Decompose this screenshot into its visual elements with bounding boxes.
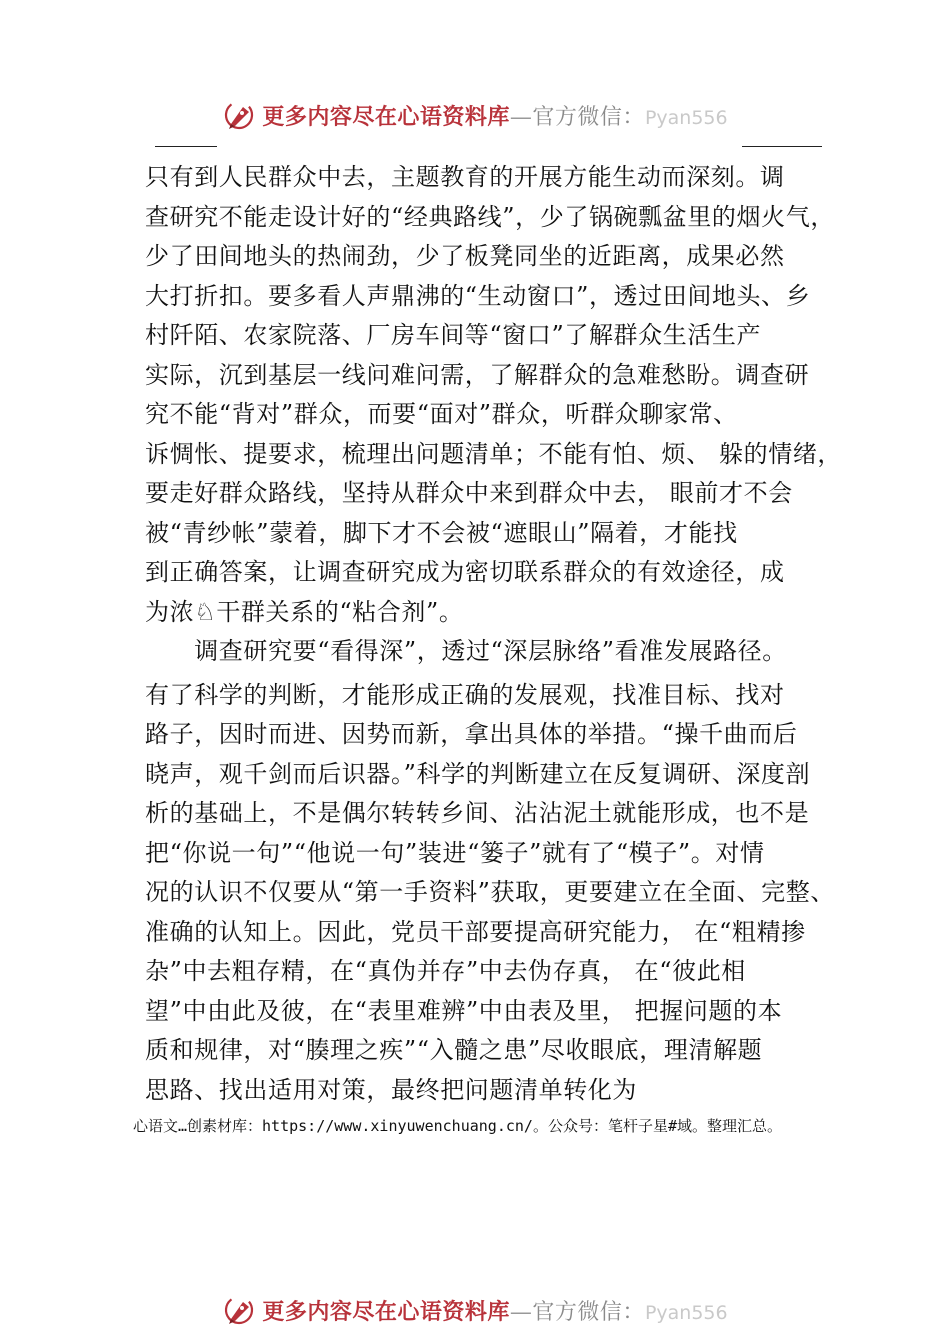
footer-banner [0,1290,950,1330]
footer-wechat-label: 官方微信 [532,1299,623,1325]
body-line: 被“青纱帐”蒙着，脚下才不会被“遮眼山”隔着，才能找 [145,519,738,547]
header-dash: — [509,104,533,130]
paragraph-start-line: 调查研究要“看得深”，透过“深层脉络”看准发展路径。 [145,637,787,665]
pen-nib-logo-icon [222,98,256,132]
header-separator: ： [622,104,645,130]
header-handle: Pyan556 [644,106,728,129]
body-line: 查研究不能走设计好的“经典路线”，少了锅碗瓢盆里的烟火气， [145,203,835,231]
body-line: 村阡陌、农家院落、厂房车间等“窗口”了解群众生活生产 [145,321,762,349]
footer-brand: 更多内容尽在心语资料库 [262,1298,510,1325]
body-line: 质和规律，对“腠理之疾”“入髓之患”尽收眼底，理清解题 [145,1036,763,1064]
body-line: 准确的认知上。因此，党员干部要提高研究能力， 在“粗精掺 [145,918,806,946]
body-line: 况的认识不仅要从“第一手资料”获取，更要建立在全面、完整、 [145,878,835,906]
footer-banner-text [262,1295,727,1326]
body-line: 析的基础上，不是偶尔转转乡间、沾沾泥土就能形成，也不是 [145,799,810,827]
body-line: 为浓♘干群关系的“粘合剂”。 [145,598,464,626]
body-line: 路子，因时而进、因势而新，拿出具体的举措。“操千曲而后 [145,720,798,748]
body-line: 大打折扣。要多看人声鼎沸的“生动窗口”，透过田间地头、乡 [145,282,811,310]
body-line: 思路、找出适用对策，最终把问题清单转化为 [145,1076,637,1104]
footer-dash: — [509,1299,533,1325]
body-line: 晓声，观千剑而后识器。”科学的判断建立在反复调研、深度剖 [145,760,811,788]
footer-separator: ： [622,1299,645,1325]
body-line: 诉惆怅、提要求，梳理出问题清单；不能有怕、烦、 躲的情绪， [145,440,843,468]
footer-handle: Pyan556 [644,1301,728,1324]
body-line: 只有到人民群众中去，主题教育的开展方能生动而深刻。调 [145,163,785,191]
header-rule-right [742,146,822,147]
source-note: 心语文…创素材库：https://www.xinyuwenchuang.cn/。公众号：笔杆子星#域。整理汇总。 [133,1117,782,1135]
body-line: 实际，沉到基层一线问难问需，了解群众的急难愁盼。调查研 [145,361,810,389]
body-line: 究不能“背对”群众，而要“面对”群众，听群众聊家常、 [145,400,738,428]
body-line: 望”中由此及彼，在“表里难辨”中由表及里， 把握问题的本 [145,997,783,1025]
body-line: 到正确答案，让调查研究成为密切联系群众的有效途径，成 [145,558,785,586]
body-line: 有了科学的判断，才能形成正确的发展观，找准目标、找对 [145,681,785,709]
body-line: 少了田间地头的热闹劲，少了板凳同坐的近距离，成果必然 [145,242,785,270]
body-line: 把“你说一句”“他说一句”装进“篓子”就有了“模子”。对情 [145,839,765,867]
body-line: 杂”中去粗存精，在“真伪并存”中去伪存真， 在“彼此相 [145,957,746,985]
header-banner-text [262,100,727,131]
header-rule-left [155,146,217,147]
header-brand: 更多内容尽在心语资料库 [262,103,510,130]
body-line: 要走好群众路线，坚持从群众中来到群众中去， 眼前才不会 [145,479,793,507]
header-wechat-label: 官方微信 [532,104,623,130]
header-banner [0,95,950,135]
pen-nib-logo-icon [222,1293,256,1327]
